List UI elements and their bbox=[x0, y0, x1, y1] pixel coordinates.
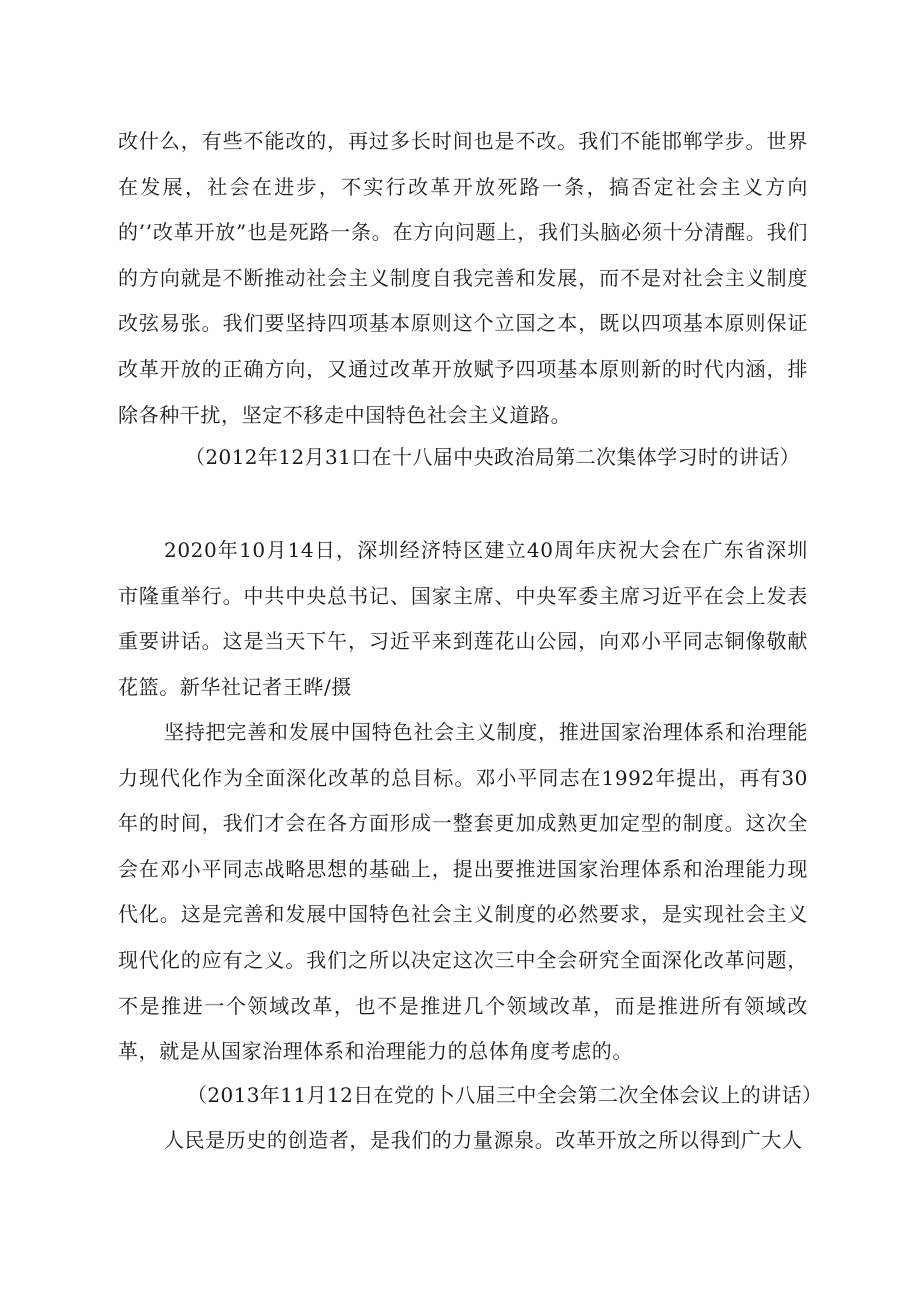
source-citation-2012: （2012年12月31口在十八届中央政治局第二次集体学习时的讲话） bbox=[185, 445, 800, 469]
paragraph-people-history: 人民是历史的创造者，是我们的力量源泉。改革开放之所以得到广大人 bbox=[164, 1128, 803, 1152]
source-citation-2013: （2013年11月12日在党的卜八届三中全会第二次全体会议上的讲话） bbox=[187, 1083, 823, 1107]
paragraph-governance-modernization: 坚持把完善和发展中国特色社会主义制度，推进国家治理体系和治理能力现代化作为全面深化改革的总目标。邓小平同志在1992年提出，再有30年的时间，我们才会在各方面形成一整套更加成熟更加定型的制度。这次全会在邓小平同志战略思想的基础上，提出要推进国家治理体系和治理能力现代化。这是完善和发展中国特色社会主义制度的必然要求，是实现社会主义现代化的应有之义。我们之所以决定这次三中全会研究全面深化改革问题，不是推进一个领域改革，也不是推进几个领域改革，而是推进所有领域改革，就是从国家治理体系和治理能力的总体角度考虑的。 bbox=[118, 720, 808, 1064]
photo-caption: 2020年10月14日，深圳经济特区建立40周年庆祝大会在广东省深圳市隆重举行。中共中央总书记、国家主席、中央军委主席习近平在会上发表重要讲话。这是当天下午，习近平来到莲花山公园，向邓小平同志铜像敬献花篮。新华社记者王晔/摄 bbox=[118, 538, 808, 699]
paragraph-reform-direction: 改什么，有些不能改的，再过多长时间也是不改。我们不能邯郸学步。世界在发展，社会在进步，不实行改革开放死路一条，搞否定社会主义方向的’’改革开放”也是死路一条。在方向问题上，我们头脑必须十分清醒。我们的方向就是不断推动社会主义制度自我完善和发展，而不是对社会主义制度改弦易张。我们要坚持四项基本原则这个立国之本，既以四项基本原则保证改革开放的正确方向，又通过改革开放赋予四项基本原则新的时代内涵，排除各种干扰，坚定不移走中国特色社会主义道路。 bbox=[118, 129, 808, 427]
